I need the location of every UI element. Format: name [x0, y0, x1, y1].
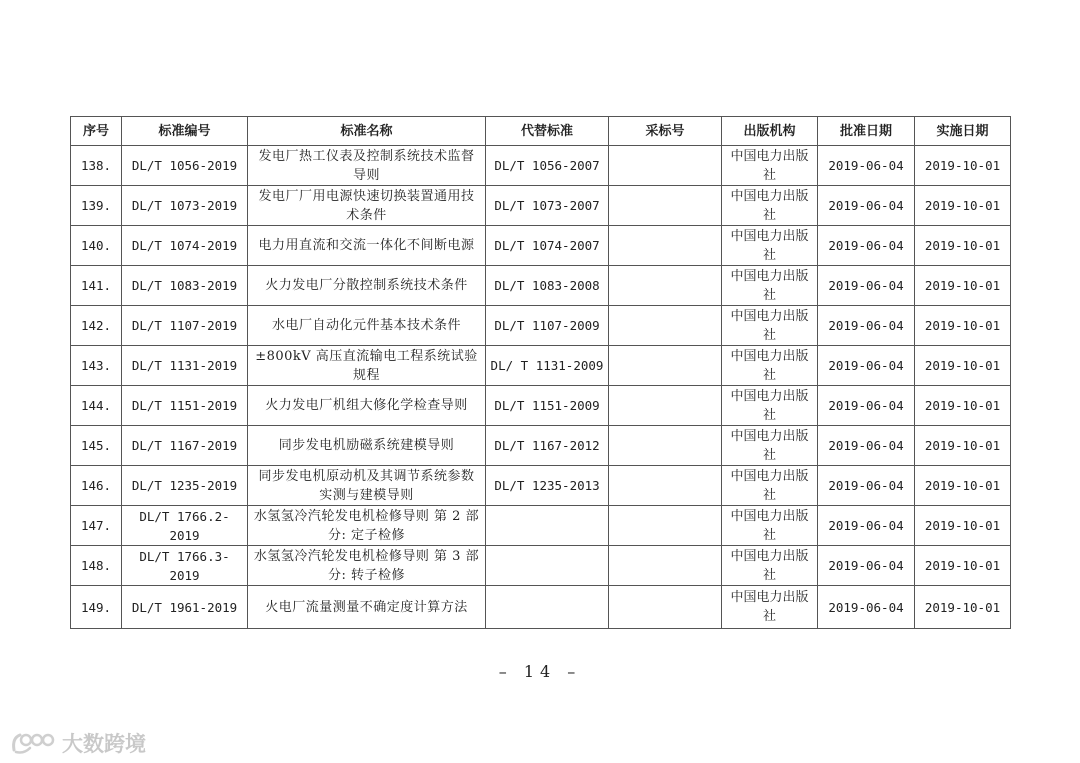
publisher-cell: 中国电力出版社 — [722, 586, 818, 629]
adopted-number-cell — [609, 386, 722, 426]
approve-date-cell: 2019-06-04 — [818, 386, 915, 426]
approve-date-cell: 2019-06-04 — [818, 146, 915, 186]
replaces-cell: DL/ T 1131-2009 — [486, 346, 609, 386]
publisher-cell: 中国电力出版社 — [722, 186, 818, 226]
header-standard-code: 标准编号 — [122, 117, 248, 146]
publisher-cell: 中国电力出版社 — [722, 266, 818, 306]
standard-name-cell: 水氢氢冷汽轮发电机检修导则 第 2 部分: 定子检修 — [248, 506, 486, 546]
serial-cell: 144. — [71, 386, 122, 426]
serial-cell: 149. — [71, 586, 122, 629]
table-row — [71, 226, 1011, 266]
implement-date-cell: 2019-10-01 — [915, 146, 1011, 186]
publisher-cell: 中国电力出版社 — [722, 426, 818, 466]
approve-date-cell: 2019-06-04 — [818, 586, 915, 629]
publisher-cell: 中国电力出版社 — [722, 546, 818, 586]
serial-cell: 138. — [71, 146, 122, 186]
adopted-number-cell — [609, 426, 722, 466]
approve-date-cell: 2019-06-04 — [818, 266, 915, 306]
replaces-cell: DL/T 1056-2007 — [486, 146, 609, 186]
implement-date-cell: 2019-10-01 — [915, 586, 1011, 629]
standard-code-cell: DL/T 1766.2-2019 — [122, 506, 248, 546]
table-row — [71, 426, 1011, 466]
replaces-cell — [486, 546, 609, 586]
replaces-cell: DL/T 1107-2009 — [486, 306, 609, 346]
serial-cell: 148. — [71, 546, 122, 586]
standards-table — [70, 116, 1011, 629]
table-row — [71, 146, 1011, 186]
serial-cell: 142. — [71, 306, 122, 346]
approve-date-cell: 2019-06-04 — [818, 346, 915, 386]
header-publisher: 出版机构 — [722, 117, 818, 146]
adopted-number-cell — [609, 266, 722, 306]
adopted-number-cell — [609, 466, 722, 506]
implement-date-cell: 2019-10-01 — [915, 546, 1011, 586]
approve-date-cell: 2019-06-04 — [818, 186, 915, 226]
serial-cell: 146. — [71, 466, 122, 506]
serial-cell: 145. — [71, 426, 122, 466]
standard-name-cell: 水氢氢冷汽轮发电机检修导则 第 3 部分: 转子检修 — [248, 546, 486, 586]
adopted-number-cell — [609, 546, 722, 586]
table-row — [71, 546, 1011, 586]
serial-cell: 140. — [71, 226, 122, 266]
publisher-cell: 中国电力出版社 — [722, 506, 818, 546]
standard-code-cell: DL/T 1235-2019 — [122, 466, 248, 506]
implement-date-cell: 2019-10-01 — [915, 346, 1011, 386]
approve-date-cell: 2019-06-04 — [818, 226, 915, 266]
publisher-cell: 中国电力出版社 — [722, 386, 818, 426]
standard-name-cell: ±800kV 高压直流输电工程系统试验规程 — [248, 346, 486, 386]
serial-cell: 147. — [71, 506, 122, 546]
standard-code-cell: DL/T 1107-2019 — [122, 306, 248, 346]
approve-date-cell: 2019-06-04 — [818, 506, 915, 546]
standard-name-cell: 发电厂厂用电源快速切换装置通用技术条件 — [248, 186, 486, 226]
replaces-cell — [486, 506, 609, 546]
implement-date-cell: 2019-10-01 — [915, 506, 1011, 546]
replaces-cell — [486, 586, 609, 629]
approve-date-cell: 2019-06-04 — [818, 426, 915, 466]
approve-date-cell: 2019-06-04 — [818, 546, 915, 586]
approve-date-cell: 2019-06-04 — [818, 466, 915, 506]
table-row — [71, 266, 1011, 306]
publisher-cell: 中国电力出版社 — [722, 146, 818, 186]
implement-date-cell: 2019-10-01 — [915, 306, 1011, 346]
chat-bubble-logo-icon — [10, 730, 58, 756]
table-row — [71, 586, 1011, 629]
header-adopted-number: 采标号 — [609, 117, 722, 146]
standard-name-cell: 水电厂自动化元件基本技术条件 — [248, 306, 486, 346]
adopted-number-cell — [609, 346, 722, 386]
standard-code-cell: DL/T 1073-2019 — [122, 186, 248, 226]
implement-date-cell: 2019-10-01 — [915, 226, 1011, 266]
replaces-cell: DL/T 1151-2009 — [486, 386, 609, 426]
adopted-number-cell — [609, 306, 722, 346]
standard-name-cell: 电力用直流和交流一体化不间断电源 — [248, 226, 486, 266]
table-row — [71, 386, 1011, 426]
implement-date-cell: 2019-10-01 — [915, 186, 1011, 226]
page-number: – 14 – — [498, 662, 582, 681]
serial-cell: 141. — [71, 266, 122, 306]
implement-date-cell: 2019-10-01 — [915, 266, 1011, 306]
publisher-cell: 中国电力出版社 — [722, 346, 818, 386]
standard-name-cell: 火力发电厂机组大修化学检查导则 — [248, 386, 486, 426]
adopted-number-cell — [609, 506, 722, 546]
adopted-number-cell — [609, 226, 722, 266]
standard-code-cell: DL/T 1167-2019 — [122, 426, 248, 466]
adopted-number-cell — [609, 586, 722, 629]
adopted-number-cell — [609, 146, 722, 186]
header-standard-name: 标准名称 — [248, 117, 486, 146]
approve-date-cell: 2019-06-04 — [818, 306, 915, 346]
standard-code-cell: DL/T 1083-2019 — [122, 266, 248, 306]
header-approve-date: 批准日期 — [818, 117, 915, 146]
replaces-cell: DL/T 1235-2013 — [486, 466, 609, 506]
implement-date-cell: 2019-10-01 — [915, 386, 1011, 426]
standard-code-cell: DL/T 1074-2019 — [122, 226, 248, 266]
serial-cell: 143. — [71, 346, 122, 386]
table-row — [71, 466, 1011, 506]
adopted-number-cell — [609, 186, 722, 226]
replaces-cell: DL/T 1073-2007 — [486, 186, 609, 226]
implement-date-cell: 2019-10-01 — [915, 466, 1011, 506]
implement-date-cell: 2019-10-01 — [915, 426, 1011, 466]
standard-name-cell: 火电厂流量测量不确定度计算方法 — [248, 586, 486, 629]
watermark-text: 大数跨境 — [62, 732, 146, 756]
replaces-cell: DL/T 1074-2007 — [486, 226, 609, 266]
standard-name-cell: 同步发电机原动机及其调节系统参数实测与建模导则 — [248, 466, 486, 506]
table-row — [71, 506, 1011, 546]
header-serial: 序号 — [71, 117, 122, 146]
standard-code-cell: DL/T 1961-2019 — [122, 586, 248, 629]
publisher-cell: 中国电力出版社 — [722, 466, 818, 506]
watermark — [10, 728, 146, 758]
replaces-cell: DL/T 1083-2008 — [486, 266, 609, 306]
standard-code-cell: DL/T 1131-2019 — [122, 346, 248, 386]
standard-name-cell: 火力发电厂分散控制系统技术条件 — [248, 266, 486, 306]
replaces-cell: DL/T 1167-2012 — [486, 426, 609, 466]
header-implement-date: 实施日期 — [915, 117, 1011, 146]
publisher-cell: 中国电力出版社 — [722, 226, 818, 266]
publisher-cell: 中国电力出版社 — [722, 306, 818, 346]
table-row — [71, 306, 1011, 346]
standard-code-cell: DL/T 1056-2019 — [122, 146, 248, 186]
standard-code-cell: DL/T 1766.3-2019 — [122, 546, 248, 586]
table-row — [71, 186, 1011, 226]
serial-cell: 139. — [71, 186, 122, 226]
standard-code-cell: DL/T 1151-2019 — [122, 386, 248, 426]
table-row — [71, 346, 1011, 386]
standard-name-cell: 同步发电机励磁系统建模导则 — [248, 426, 486, 466]
table-header-row — [71, 117, 1011, 146]
standard-name-cell: 发电厂热工仪表及控制系统技术监督导则 — [248, 146, 486, 186]
header-replaces: 代替标准 — [486, 117, 609, 146]
